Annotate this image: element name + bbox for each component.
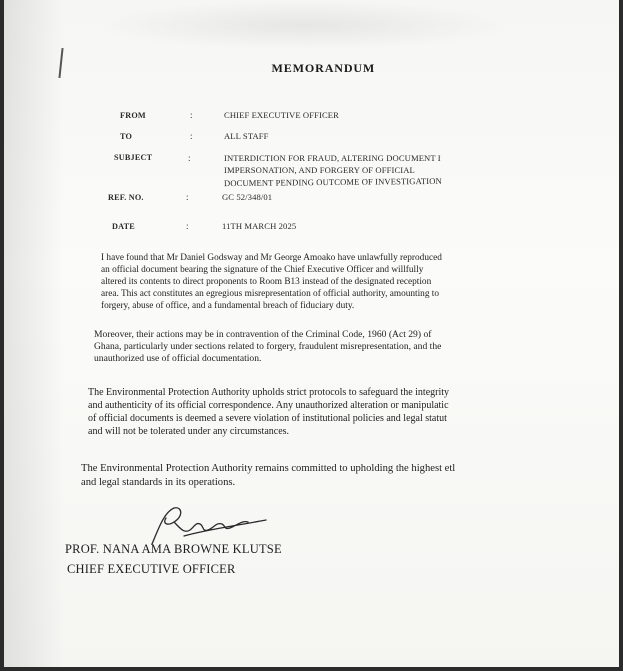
to-value: ALL STAFF bbox=[224, 131, 269, 141]
subject-line-1: INTERDICTION FOR FRAUD, ALTERING DOCUMENT I bbox=[224, 153, 441, 163]
para2-line-2: Ghana, particularly under sections related to forgery, fraudulent misrepresentation, and the bbox=[94, 341, 442, 352]
para1-line-1: I have found that Mr Daniel Godsway and Mr George Amoako have unlawfully reproduced bbox=[101, 253, 442, 263]
subject-label: SUBJECT bbox=[114, 153, 153, 162]
from-label: FROM bbox=[120, 111, 146, 120]
ref-value: GC 52/348/01 bbox=[222, 192, 273, 202]
from-value: CHIEF EXECUTIVE OFFICER bbox=[224, 110, 339, 120]
date-value: 11TH MARCH 2025 bbox=[222, 221, 297, 231]
para3-line-4: and will not be tolerated under any circumstances. bbox=[88, 426, 290, 437]
para1-line-4: area. This act constitutes an egregious misrepresentation of official authority, amounting to bbox=[101, 289, 440, 299]
subject-line-2: IMPERSONATION, AND FORGERY OF OFFICIAL bbox=[224, 165, 415, 175]
para3-line-3: of official documents is deemed a severe violation of institutional policies and legal statut bbox=[88, 413, 447, 424]
para4-line-1: The Environmental Protection Authority remains committed to upholding the highest etl bbox=[81, 463, 456, 474]
subject-line-3: DOCUMENT PENDING OUTCOME OF INVESTIGATION bbox=[223, 175, 442, 189]
para4-line-2: and legal standards in its operations. bbox=[81, 477, 236, 488]
ref-label: REF. NO. bbox=[108, 193, 144, 202]
para1-line-5: forgery, abuse of office, and a fundamental breach of fiduciary duty. bbox=[101, 301, 355, 311]
para3-line-2: and authenticity of its official correspondence. Any unauthorized alteration or manipulatic bbox=[88, 400, 449, 411]
para2-line-1: Moreover, their actions may be in contravention of the Criminal Code, 1960 (Act 29) of bbox=[94, 329, 432, 340]
to-colon: : bbox=[190, 131, 193, 141]
date-colon: : bbox=[186, 221, 189, 231]
memo-title: MEMORANDUM bbox=[271, 63, 376, 75]
scan-shadow bbox=[4, 0, 64, 667]
ref-colon: : bbox=[186, 192, 189, 202]
para1-line-2: an official document bearing the signature of the Chief Executive Officer and willfully bbox=[101, 265, 424, 275]
para1-line-3: altered its contents to direct proponents to Room B13 instead of the designated reception bbox=[101, 277, 432, 287]
memo-page bbox=[4, 0, 619, 667]
para3-line-1: The Environmental Protection Authority upholds strict protocols to safeguard the integrity bbox=[88, 387, 450, 398]
to-label: TO bbox=[120, 132, 133, 141]
scan-smudge bbox=[94, 0, 514, 50]
para2-line-3: unauthorized use of official documentation. bbox=[94, 353, 262, 364]
date-label: DATE bbox=[112, 222, 135, 231]
from-colon: : bbox=[190, 110, 193, 120]
signatory-position: CHIEF EXECUTIVE OFFICER bbox=[67, 562, 236, 576]
signatory-name: PROF. NANA AMA BROWNE KLUTSE bbox=[65, 542, 282, 556]
subject-colon: : bbox=[188, 153, 191, 163]
